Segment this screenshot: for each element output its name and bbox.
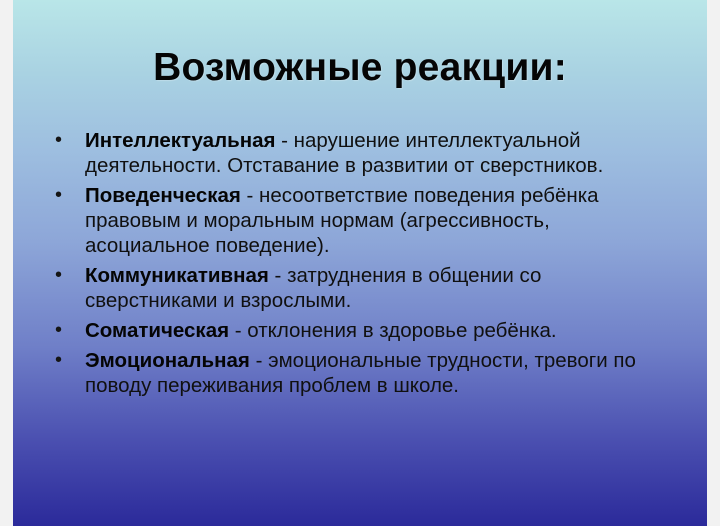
reaction-term: Эмоциональная	[85, 349, 250, 372]
reaction-term: Соматическая	[85, 319, 230, 342]
list-item	[53, 348, 673, 398]
reaction-description: - нарушение интеллектуальной деятельности. Отставание в развитии от сверстников.	[85, 129, 604, 177]
bullet-icon: •	[55, 129, 63, 151]
reaction-term: Поведенческая	[85, 184, 241, 207]
reactions-list	[53, 128, 673, 403]
list-item	[53, 183, 673, 258]
reaction-description: - затруднения в общении со сверстниками и взрослыми.	[85, 264, 542, 312]
bullet-icon: •	[55, 264, 63, 286]
list-item	[53, 318, 673, 343]
reaction-description: - отклонения в здоровье ребёнка.	[229, 319, 557, 342]
reaction-description: - эмоциональные трудности, тревоги по поводу переживания проблем в школе.	[85, 349, 636, 397]
presentation-slide	[13, 0, 707, 526]
list-item	[53, 128, 673, 178]
bullet-icon: •	[55, 184, 63, 206]
reaction-term: Интеллектуальная	[85, 129, 276, 152]
reaction-description: - несоответствие поведения ребёнка правовым и моральным нормам (агрессивность, асоциальное поведение).	[85, 184, 599, 257]
bullet-icon: •	[55, 349, 63, 371]
reaction-term: Коммуникативная	[85, 264, 269, 287]
bullet-icon: •	[55, 319, 63, 341]
list-item	[53, 263, 673, 313]
slide-title: Возможные реакции:	[153, 46, 567, 89]
